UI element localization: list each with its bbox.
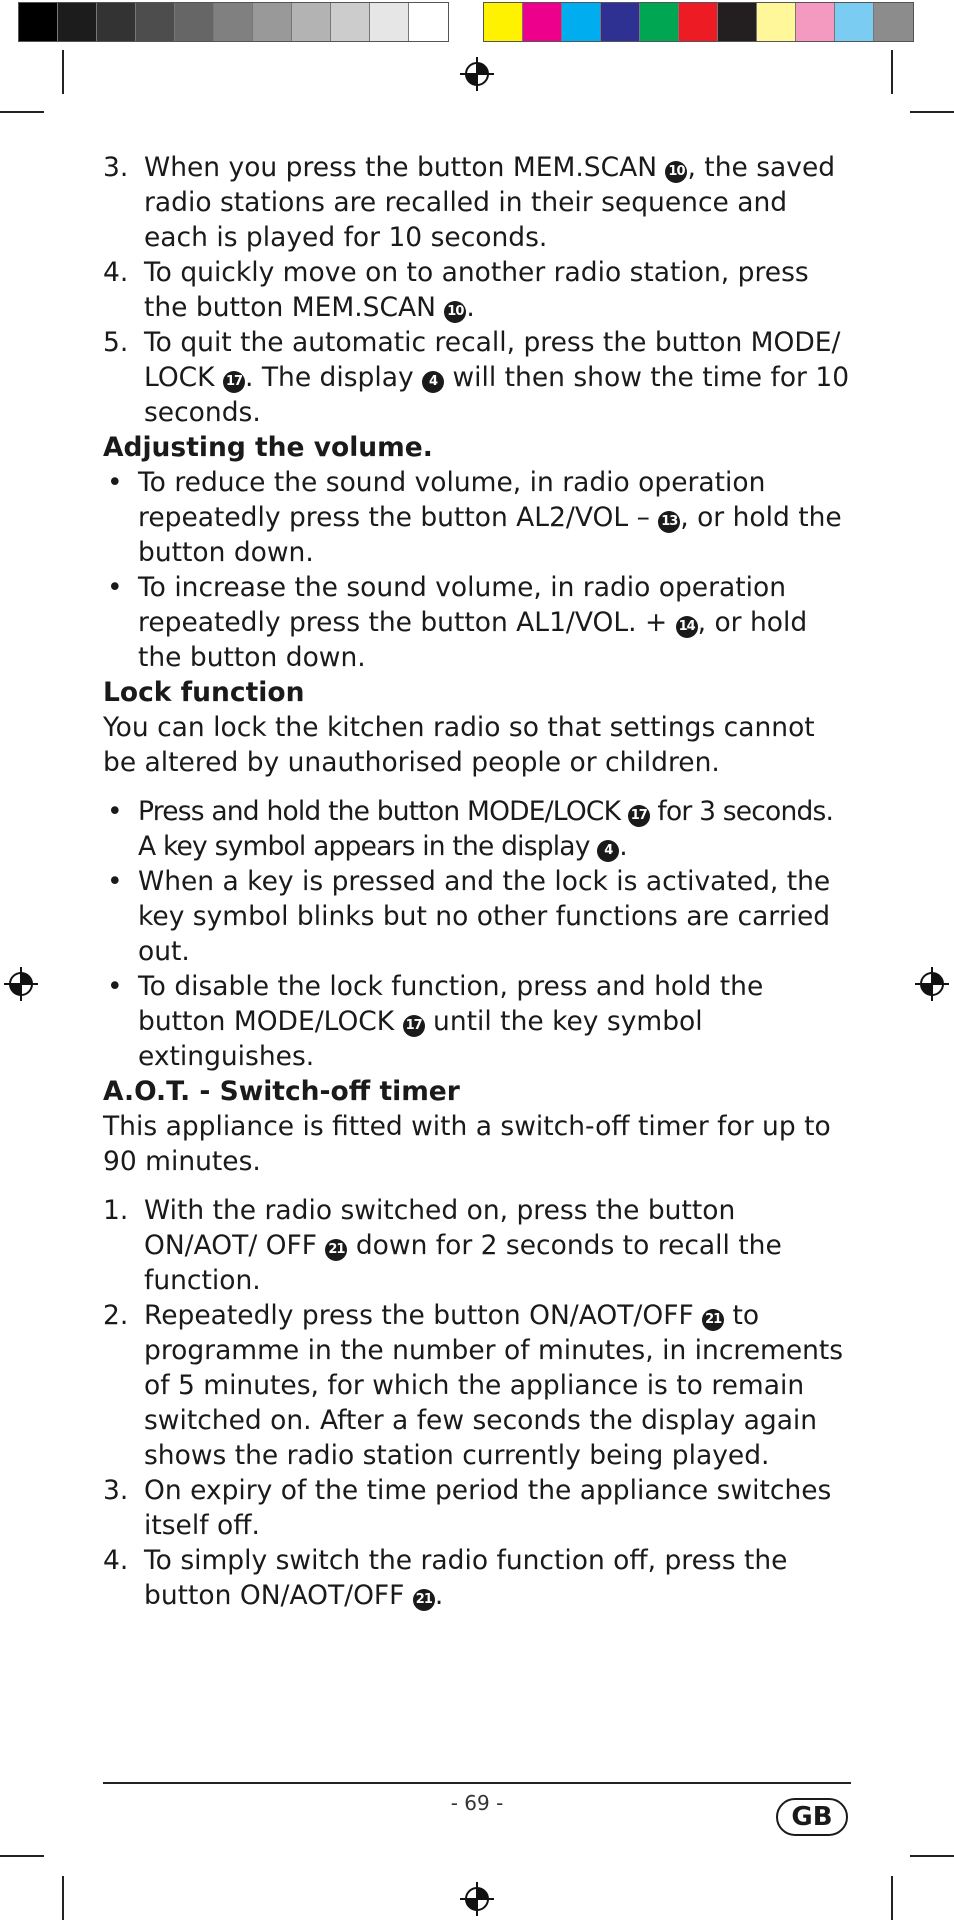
registration-mark-icon	[4, 967, 38, 1001]
crop-mark	[62, 50, 64, 94]
color-swatch	[679, 3, 718, 41]
bullet-text: until the key symbol extinguishes.	[138, 1006, 703, 1072]
language-badge: GB	[776, 1798, 848, 1836]
bullet-text: for 3 seconds. A key symbol appears in the display	[138, 796, 834, 862]
color-swatch	[97, 3, 136, 41]
part-number-badge: 17	[223, 371, 245, 393]
bullet-item	[103, 570, 853, 675]
bullet-item	[103, 794, 853, 864]
color-swatch	[214, 3, 253, 41]
numbered-step	[103, 325, 853, 430]
bullet-item	[103, 864, 853, 969]
step-text: To quickly move on to another radio station, press the button MEM.SCAN	[144, 257, 809, 323]
step-number: 2.	[103, 1300, 129, 1331]
color-swatch	[253, 3, 292, 41]
bullet-text: .	[619, 831, 628, 862]
step-text: down for 2 seconds to recall the function.	[144, 1230, 782, 1296]
part-number-badge: 10	[665, 161, 687, 183]
step-number: 3.	[103, 152, 129, 183]
bullet-text: , or hold the button down.	[138, 607, 808, 673]
step-number: 4.	[103, 1545, 129, 1576]
bullet-item	[103, 465, 853, 570]
crop-mark	[0, 1855, 44, 1857]
crop-mark	[910, 1855, 954, 1857]
color-swatch	[601, 3, 640, 41]
step-text: When you press the button MEM.SCAN	[144, 152, 666, 183]
part-number-badge: 21	[325, 1239, 347, 1261]
step-text: .	[466, 292, 475, 323]
crop-mark	[891, 50, 893, 94]
numbered-step	[103, 1543, 853, 1613]
grayscale-color-bar	[18, 2, 449, 42]
section-heading-volume: Adjusting the volume.	[103, 432, 433, 463]
step-text: , the saved radio stations are recalled in their sequence and each is played for 10 seconds.	[144, 152, 836, 253]
step-text: With the radio switched on, press the button ON/AOT/ OFF	[144, 1195, 736, 1261]
color-swatch	[484, 3, 523, 41]
step-text: To quit the automatic recall, press the button MODE/ LOCK	[144, 327, 841, 393]
color-swatch	[19, 3, 58, 41]
color-swatch	[331, 3, 370, 41]
section-heading-aot: A.O.T. - Switch-off timer	[103, 1076, 460, 1107]
numbered-step	[103, 150, 853, 255]
crop-mark	[0, 111, 44, 113]
color-swatch	[175, 3, 214, 41]
bullet-glyph: •	[107, 866, 123, 897]
step-text: On expiry of the time period the appliance switches itself off.	[144, 1475, 832, 1541]
section-heading-lock: Lock function	[103, 677, 305, 708]
bullet-text: To reduce the sound volume, in radio operation repeatedly press the button AL2/VOL –	[138, 467, 766, 533]
page-number: - 69 -	[450, 1791, 504, 1815]
crop-mark	[910, 111, 954, 113]
color-swatch	[718, 3, 757, 41]
bullet-text: When a key is pressed and the lock is activated, the key symbol blinks but no other functions are carried out.	[138, 866, 831, 967]
part-number-badge: 14	[676, 616, 698, 638]
bullet-text: To disable the lock function, press and hold the button MODE/LOCK	[138, 971, 764, 1037]
color-swatch	[58, 3, 97, 41]
color-swatch	[640, 3, 679, 41]
aot-intro-paragraph: This appliance is fitted with a switch-off timer for up to 90 minutes.	[103, 1111, 831, 1177]
step-number: 5.	[103, 327, 129, 358]
step-number: 1.	[103, 1195, 129, 1226]
color-swatch	[757, 3, 796, 41]
color-swatch	[835, 3, 874, 41]
bullet-text: To increase the sound volume, in radio operation repeatedly press the button AL1/VOL. +	[138, 572, 786, 638]
step-text: will then show the time for 10 seconds.	[144, 362, 850, 428]
color-swatch	[523, 3, 562, 41]
step-text: . The display	[244, 362, 423, 393]
part-number-badge: 10	[444, 301, 466, 323]
color-swatch	[562, 3, 601, 41]
step-text: to programme in the number of minutes, in increments of 5 minutes, for which the appliance is to remain switched on. After a few seconds the display again shows the radio station currently being played.	[144, 1300, 844, 1471]
color-swatch	[370, 3, 409, 41]
color-swatch	[136, 3, 175, 41]
part-number-badge: 21	[702, 1309, 724, 1331]
process-color-bar	[483, 2, 914, 42]
numbered-step	[103, 1298, 853, 1473]
manual-page-content	[103, 150, 853, 1613]
color-swatch	[292, 3, 331, 41]
step-number: 3.	[103, 1475, 129, 1506]
numbered-step	[103, 255, 853, 325]
part-number-badge: 4	[422, 371, 444, 393]
bullet-text: Press and hold the button MODE/LOCK	[138, 796, 628, 827]
bullet-glyph: •	[107, 572, 123, 603]
step-number: 4.	[103, 257, 129, 288]
bullet-text: , or hold the button down.	[138, 502, 842, 568]
registration-mark-icon	[460, 57, 494, 91]
bullet-item	[103, 969, 853, 1074]
part-number-badge: 4	[597, 840, 619, 862]
crop-mark	[62, 1876, 64, 1920]
color-swatch	[874, 3, 913, 41]
color-swatch	[409, 3, 448, 41]
part-number-badge: 21	[413, 1589, 435, 1611]
bullet-glyph: •	[107, 796, 123, 827]
step-text: Repeatedly press the button ON/AOT/OFF	[144, 1300, 703, 1331]
registration-mark-icon	[915, 967, 949, 1001]
numbered-step	[103, 1193, 853, 1298]
numbered-step	[103, 1473, 853, 1543]
lock-intro-paragraph: You can lock the kitchen radio so that settings cannot be altered by unauthorised people or children.	[103, 712, 815, 778]
part-number-badge: 17	[628, 805, 650, 827]
footer-divider	[103, 1782, 851, 1784]
bullet-glyph: •	[107, 971, 123, 1002]
part-number-badge: 13	[658, 511, 680, 533]
step-text: To simply switch the radio function off, press the button ON/AOT/OFF	[144, 1545, 788, 1611]
crop-mark	[891, 1876, 893, 1920]
color-swatch	[796, 3, 835, 41]
part-number-badge: 17	[403, 1015, 425, 1037]
registration-mark-icon	[460, 1882, 494, 1916]
bullet-glyph: •	[107, 467, 123, 498]
step-text: .	[434, 1580, 444, 1611]
